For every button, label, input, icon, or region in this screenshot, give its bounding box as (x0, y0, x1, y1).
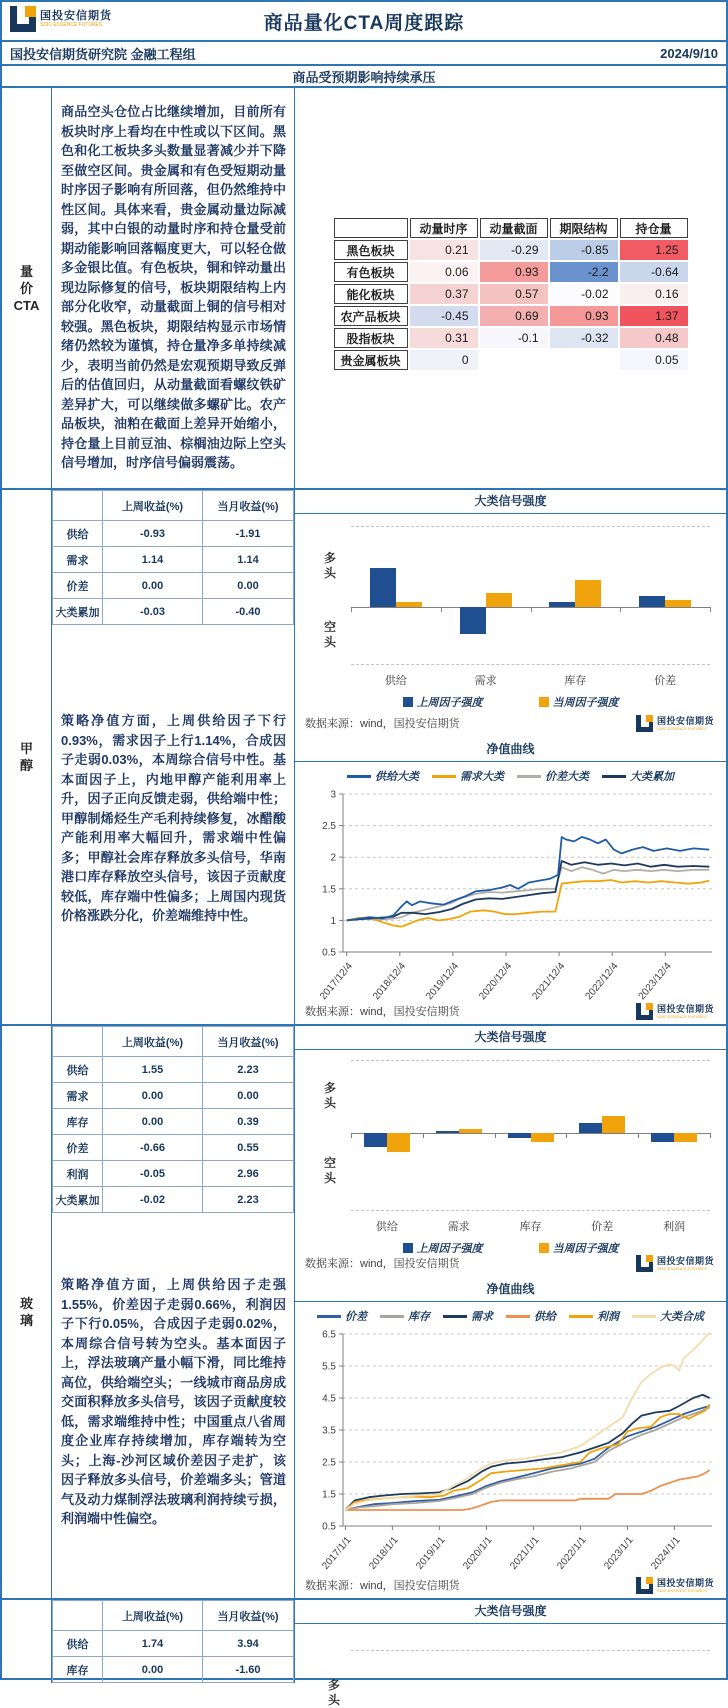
heatmap-row-label: 黑色板块 (334, 240, 408, 260)
factor-label: 需求 (53, 1083, 103, 1109)
signal-bar (674, 1133, 697, 1142)
legend-label: 大类累加 (630, 771, 674, 783)
report-subtitle-band (2, 66, 726, 88)
factor-return-value: 1.74 (103, 1631, 203, 1657)
heatmap-cell: 0.21 (410, 240, 478, 260)
heatmap-header-row (334, 218, 688, 238)
methanol-nav-chart-title: 净值曲线 (295, 738, 726, 762)
svg-text:3.5: 3.5 (322, 1425, 336, 1437)
factor-return-value: 0.00 (103, 573, 203, 599)
legend-label: 价差大类 (545, 771, 589, 783)
axis-tick (710, 607, 711, 612)
signal-bar (508, 1133, 531, 1138)
signal-bar (486, 593, 512, 608)
factor-label: 库存 (53, 1109, 103, 1135)
legend-label: 上周因子强度 (416, 697, 483, 709)
axis-tick (566, 1133, 567, 1138)
signal-bar (579, 1123, 602, 1133)
data-source-note: 数据来源：wind，国投安信期货 (305, 1258, 460, 1270)
company-logo-icon (636, 715, 653, 732)
signal-bar (370, 568, 396, 607)
factor-return-value: 3.94 (203, 1631, 294, 1657)
company-logo-name: 国投安信期货 (656, 1255, 714, 1266)
category-label: 价差 (654, 675, 677, 687)
company-logo (636, 1577, 714, 1594)
signal-bar (549, 602, 575, 608)
legend-swatch-icon (539, 697, 549, 707)
legend-label: 供给 (534, 1311, 556, 1323)
heatmap-cell (480, 350, 548, 370)
heatmap-row (334, 240, 688, 260)
data-source-note: 数据来源：wind，国投安信期货 (305, 718, 460, 730)
category-label: 价差 (591, 1221, 614, 1233)
legend-label: 上周因子强度 (416, 1243, 483, 1255)
heatmap-cell: -0.64 (620, 262, 688, 282)
legend-label: 当周因子强度 (552, 697, 619, 709)
heatmap-row (334, 350, 688, 370)
axis-tick (531, 607, 532, 612)
heatmap-cell: -0.85 (550, 240, 618, 260)
svg-text:4.5: 4.5 (322, 1393, 336, 1405)
company-logo-icon (636, 1577, 653, 1594)
short-axis-label: 空 头 (323, 620, 336, 649)
signal-bar (387, 1133, 410, 1152)
svg-text:2018/1/1: 2018/1/1 (367, 1534, 401, 1572)
long-axis-label: 多 头 (323, 1081, 336, 1110)
heatmap-column-header: 动量截面 (480, 218, 548, 238)
legend-item (380, 1308, 430, 1324)
company-logo-subname: SDIC ESSENCE FUTURES (40, 21, 103, 28)
company-logo-subname: SDIC ESSENCE FUTURES (656, 1013, 707, 1019)
company-logo (636, 1003, 714, 1020)
factor-return-value: 0.00 (103, 1083, 203, 1109)
legend-item (632, 1308, 704, 1324)
legend-line-icon (432, 775, 456, 778)
factor-label: 供给 (53, 1631, 103, 1657)
category-label: 需求 (474, 675, 497, 687)
legend-item (443, 1308, 493, 1324)
returns-table-row (53, 573, 294, 599)
factor-label: 大类累加 (53, 1187, 103, 1213)
header (2, 2, 726, 42)
factor-label: 需求 (53, 547, 103, 573)
returns-table-row (53, 1083, 294, 1109)
glass-signal-chart (295, 1050, 726, 1278)
legend-label: 利润 (597, 1311, 619, 1323)
axis-tick (441, 607, 442, 612)
company-logo (636, 715, 714, 732)
axis-tick (710, 1133, 711, 1138)
legend-label: 供给大类 (375, 771, 419, 783)
legend-line-icon (380, 1315, 404, 1318)
source-row (305, 710, 714, 736)
heatmap-cell: 0.93 (550, 306, 618, 326)
returns-table-header-row (53, 491, 294, 521)
signal-bar (459, 1129, 482, 1133)
methanol-charts-panel (295, 490, 726, 1024)
axis-tick (351, 1133, 352, 1138)
section-label-methanol: 甲 醇 (2, 490, 52, 1024)
legend-line-icon (602, 775, 626, 778)
factor-label: 价差 (53, 1135, 103, 1161)
legend-line-icon (632, 1315, 656, 1318)
category-label: 库存 (519, 1221, 542, 1233)
source-row (305, 998, 714, 1024)
heatmap-cell: 0 (410, 350, 478, 370)
legend-line-icon (347, 775, 371, 778)
svg-text:5.5: 5.5 (322, 1361, 336, 1373)
heatmap-cell: 0.69 (480, 306, 548, 326)
signal-bar (531, 1133, 554, 1142)
methanol-nav-chart (295, 762, 726, 1026)
header-subrow (2, 42, 726, 66)
legend-line-icon (506, 1315, 530, 1318)
report-title: 商品量化CTA周度跟踪 (263, 12, 465, 34)
category-labels (351, 1218, 710, 1234)
svg-text:2018/12/4: 2018/12/4 (371, 960, 409, 1003)
factor-return-value: 0.00 (203, 573, 294, 599)
svg-text:3: 3 (330, 789, 336, 801)
company-logo-name: 国投安信期货 (656, 1577, 714, 1588)
returns-table-header: 上周收益(%) (103, 491, 203, 521)
heatmap-column-header: 持仓量 (620, 218, 688, 238)
legend-item (602, 768, 674, 784)
factor-label: 供给 (53, 1057, 103, 1083)
signal-bar (651, 1133, 674, 1142)
returns-table-row (53, 1109, 294, 1135)
signal-bar (460, 607, 486, 634)
returns-table-row (53, 521, 294, 547)
returns-table-row (53, 1057, 294, 1083)
company-logo-name: 国投安信期货 (656, 715, 714, 726)
heatmap-row (334, 262, 688, 282)
axis-tick (638, 1133, 639, 1138)
legend-item (432, 768, 504, 784)
axis-tick (351, 607, 352, 612)
section-label-next (2, 1600, 52, 1683)
methanol-signal-chart-title: 大类信号强度 (295, 490, 726, 514)
factor-return-value: -0.02 (103, 1187, 203, 1213)
heatmap-cell: 0.57 (480, 284, 548, 304)
legend-label: 需求 (471, 1311, 493, 1323)
company-logo-name: 国投安信期货 (656, 1003, 714, 1014)
heatmap-cell: 1.37 (620, 306, 688, 326)
legend-item (539, 694, 619, 710)
heatmap-row-label: 能化板块 (334, 284, 408, 304)
returns-table-row (53, 599, 294, 625)
glass-charts-panel (295, 1026, 726, 1598)
svg-text:2023/12/4: 2023/12/4 (636, 960, 674, 1003)
signal-bar (639, 596, 665, 607)
signal-bar (665, 600, 691, 607)
factor-label: 大类累加 (53, 599, 103, 625)
svg-text:2.5: 2.5 (322, 1457, 336, 1469)
svg-text:2021/1/1: 2021/1/1 (508, 1534, 542, 1572)
legend-item (506, 1308, 556, 1324)
heatmap-cell: 0.06 (410, 262, 478, 282)
category-label: 需求 (447, 1221, 470, 1233)
returns-table-header: 当月收益(%) (203, 1027, 294, 1057)
heatmap-row-label: 贵金属板块 (334, 350, 408, 370)
category-label: 供给 (375, 1221, 398, 1233)
next-charts-panel (295, 1600, 726, 1707)
factor-label: 供给 (53, 521, 103, 547)
factor-return-value: 1.14 (103, 547, 203, 573)
factor-return-value: 2.96 (203, 1161, 294, 1187)
factor-return-value: 0.00 (203, 1083, 294, 1109)
returns-table-header: 上周收益(%) (103, 1601, 203, 1631)
chart-legend (295, 694, 726, 710)
returns-table-header: 当月收益(%) (203, 491, 294, 521)
legend-line-icon (443, 1315, 467, 1318)
next-left-panel (52, 1600, 295, 1683)
next-returns-table (52, 1600, 294, 1683)
svg-text:0.5: 0.5 (322, 947, 336, 959)
heatmap-column-header: 期限结构 (550, 218, 618, 238)
factor-return-value: 1.14 (203, 547, 294, 573)
category-label: 供给 (384, 675, 407, 687)
section-label-glass: 玻 璃 (2, 1026, 52, 1598)
heatmap-cell: -2.2 (550, 262, 618, 282)
glass-nav-chart (295, 1302, 726, 1600)
category-label: 利润 (663, 1221, 686, 1233)
axis-tick (620, 607, 621, 612)
svg-text:2023/1/1: 2023/1/1 (602, 1534, 636, 1572)
returns-table-row (53, 1657, 294, 1683)
next-signal-chart (295, 1624, 726, 1707)
axis-tick (423, 1133, 424, 1138)
axis-tick (495, 1133, 496, 1138)
section-cta (2, 88, 726, 490)
legend-item (317, 1308, 367, 1324)
factor-return-value: -0.93 (103, 521, 203, 547)
gridline (351, 526, 710, 527)
signal-bar (602, 1116, 625, 1133)
heatmap-cell: 0.05 (620, 350, 688, 370)
svg-text:2020/1/1: 2020/1/1 (461, 1534, 495, 1572)
returns-table-row (53, 1161, 294, 1187)
signal-bar (364, 1133, 387, 1147)
glass-nav-chart-title: 净值曲线 (295, 1278, 726, 1302)
factor-label: 库存 (53, 1657, 103, 1683)
factor-return-value: -1.60 (203, 1657, 294, 1683)
legend-item (403, 694, 483, 710)
factor-return-value: 0.55 (203, 1135, 294, 1161)
section-label-cta: 量 价 CTA (2, 88, 52, 488)
section-methanol (2, 490, 726, 1026)
org-name: 国投安信期货研究院 金融工程组 (10, 46, 196, 62)
svg-text:2: 2 (330, 852, 336, 864)
report-subtitle: 商品受预期影响持续承压 (292, 69, 436, 85)
methanol-returns-table (52, 490, 294, 625)
methanol-signal-chart (295, 514, 726, 738)
category-label: 库存 (564, 675, 587, 687)
svg-text:2017/12/4: 2017/12/4 (317, 960, 355, 1003)
company-logo-icon (636, 1255, 653, 1272)
returns-table-row (53, 1135, 294, 1161)
legend-label: 大类合成 (660, 1311, 704, 1323)
company-logo-subname: SDIC ESSENCE FUTURES (656, 1265, 707, 1271)
heatmap-cell: 0.93 (480, 262, 548, 282)
factor-return-value: -1.91 (203, 521, 294, 547)
heatmap-cell: -0.29 (480, 240, 548, 260)
gridline (351, 1210, 710, 1211)
legend-item (569, 1308, 619, 1324)
company-logo-icon (636, 1003, 653, 1020)
svg-text:2020/12/4: 2020/12/4 (477, 960, 515, 1003)
factor-return-value: -0.03 (103, 599, 203, 625)
signal-bar (436, 1131, 459, 1133)
glass-left-panel (52, 1026, 295, 1598)
returns-table-header: 当月收益(%) (203, 1601, 294, 1631)
factor-label: 价差 (53, 573, 103, 599)
factor-return-value: 1.55 (103, 1057, 203, 1083)
factor-label: 利润 (53, 1161, 103, 1187)
factor-return-value: 2.23 (203, 1187, 294, 1213)
heatmap-cell: -0.02 (550, 284, 618, 304)
signal-bar (396, 602, 422, 608)
cta-commentary: 商品空头仓位占比继续增加，目前所有板块时序上看均在中性或以下区间。黑色和化工板块多头数量显著减少并下降至做空区间。贵金属和有色受短期动量时序因子影响有所回落，但仍然维持中性区间。具体来看，贵金属动量边际减弱，其中白银的动量时序和持仓量受前期动能影响回落幅度更大，可以轻仓做多金银比值。有色板块，铜和锌动量出现边际修复的信号，板块期限结构上内部分化收窄，动量截面上铜的信号相对较强。黑色板块，期限结构显示市场情绪仍然较为谨慎，持仓量净多单持续减少，表明当前仍然是宏观预期导致反弹后的估值回归，从动量截面看螺纹铁矿差异扩大，可以继续做多螺矿比。农产品板块，油粕在截面上差异开始缩小，持仓量上目前豆油、棕榈油边际上空头信号增加，时序信号偏弱震荡。 (52, 88, 295, 488)
legend-line-icon (517, 775, 541, 778)
legend-item (347, 768, 419, 784)
svg-text:1: 1 (330, 915, 336, 927)
signal-bar (575, 580, 601, 607)
source-row (305, 1250, 714, 1276)
legend-label: 库存 (408, 1311, 430, 1323)
returns-table-header-row (53, 1027, 294, 1057)
heatmap-cell: 0.31 (410, 328, 478, 348)
factor-return-value: -0.66 (103, 1135, 203, 1161)
returns-table-row (53, 1187, 294, 1213)
heatmap-cell: -0.45 (410, 306, 478, 326)
methanol-commentary: 策略净值方面，上周供给因子下行0.93%，需求因子上行1.14%，合成因子走弱0.03%，本周综合信号中性。基本面因子上，内地甲醇产能利用率上升，因子正向反馈走弱，供给端中性；甲醇制烯烃生产毛利持续修复，冰醋酸产能利用率大幅回升，需求端中性偏多；甲醇社会库存释放多头信号，华南港口库存释放空头信号，该因子贡献度较低，库存端中性偏多；上周国内现货价格涨跌分化，价差端维持中性。 (61, 713, 286, 923)
methanol-left-panel (52, 490, 295, 1024)
data-source-note: 数据来源：wind，国投安信期货 (305, 1580, 460, 1592)
legend-label: 需求大类 (460, 771, 504, 783)
source-row (305, 1572, 714, 1598)
section-next-commodity (2, 1600, 726, 1707)
report-date: 2024/9/10 (660, 45, 718, 61)
svg-text:6.5: 6.5 (322, 1329, 336, 1341)
heatmap-cell: -0.1 (480, 328, 548, 348)
next-signal-chart-title: 大类信号强度 (295, 1600, 726, 1624)
returns-table-row (53, 1631, 294, 1657)
factor-return-value: 0.00 (103, 1109, 203, 1135)
svg-text:1.5: 1.5 (322, 884, 336, 896)
legend-line-icon (317, 1315, 341, 1318)
gridline (351, 1060, 710, 1061)
heatmap-row-label: 有色板块 (334, 262, 408, 282)
section-glass (2, 1026, 726, 1600)
heatmap-row-label: 农产品板块 (334, 306, 408, 326)
svg-text:2019/12/4: 2019/12/4 (424, 960, 462, 1003)
heatmap-cell: 0.37 (410, 284, 478, 304)
svg-text:0.5: 0.5 (322, 1521, 336, 1533)
company-logo (636, 1255, 714, 1272)
returns-table-header: 上周收益(%) (103, 1027, 203, 1057)
returns-table-row (53, 547, 294, 573)
legend-item (517, 768, 589, 784)
glass-signal-chart-title: 大类信号强度 (295, 1026, 726, 1050)
factor-return-value: 2.23 (203, 1057, 294, 1083)
gridline (351, 1650, 710, 1651)
factor-return-value: 0.00 (103, 1657, 203, 1683)
factor-return-value: -0.05 (103, 1161, 203, 1187)
heatmap-cell: 0.48 (620, 328, 688, 348)
legend-label: 当周因子强度 (552, 1243, 619, 1255)
cta-heatmap-panel (295, 88, 726, 488)
glass-returns-table (52, 1026, 294, 1213)
short-axis-label: 空 头 (323, 1156, 336, 1185)
svg-text:2022/1/1: 2022/1/1 (555, 1534, 589, 1572)
legend-swatch-icon (403, 697, 413, 707)
company-logo-subname: SDIC ESSENCE FUTURES (656, 1587, 707, 1593)
heatmap-row-label: 股指板块 (334, 328, 408, 348)
category-labels (351, 672, 710, 688)
heatmap-cell: -0.32 (550, 328, 618, 348)
heatmap-row (334, 328, 688, 348)
svg-text:1.5: 1.5 (322, 1489, 336, 1501)
factor-return-value: 0.39 (203, 1109, 294, 1135)
returns-table-header-row (53, 1601, 294, 1631)
long-axis-label: 多头 (327, 1678, 340, 1707)
heatmap-cell (550, 350, 618, 370)
gridline (351, 664, 710, 665)
factor-return-value: -0.40 (203, 599, 294, 625)
legend-label: 价差 (345, 1311, 367, 1323)
svg-text:2024/1/1: 2024/1/1 (649, 1534, 683, 1572)
long-axis-label: 多 头 (323, 551, 336, 580)
data-source-note: 数据来源：wind，国投安信期货 (305, 1006, 460, 1018)
factor-heatmap-table (332, 216, 690, 372)
company-logo-name: 国投安信期货 (40, 9, 112, 22)
heatmap-row (334, 306, 688, 326)
svg-text:2019/1/1: 2019/1/1 (414, 1534, 448, 1572)
glass-commentary: 策略净值方面，上周供给因子走强1.55%，价差因子走弱0.66%，利润因子下行0.05%，合成因子走弱0.02%，本周综合信号转为空头。基本面因子上，浮法玻璃产量小幅下滑，同比维持高位，供给端空头；一线城市商品房成交面积释放多头信号，该因子贡献度较低，需求端维持中性；中国重点八省周度企业库存持续增加，库存端转为空头；上海-沙河区域价差因子走扩，该因子释放多头信号，价差端多头；管道气及动力煤制浮法玻璃利润持续亏损，利润端中性偏空。 (61, 1277, 286, 1526)
company-logo-subname: SDIC ESSENCE FUTURES (656, 725, 707, 731)
chart-legend (295, 762, 726, 786)
svg-text:2.5: 2.5 (322, 821, 336, 833)
heatmap-column-header: 动量时序 (410, 218, 478, 238)
svg-text:2021/12/4: 2021/12/4 (530, 960, 568, 1003)
svg-text:2022/12/4: 2022/12/4 (583, 960, 621, 1003)
chart-legend (295, 1302, 726, 1326)
svg-text:2017/1/1: 2017/1/1 (320, 1534, 354, 1572)
heatmap-cell: 1.25 (620, 240, 688, 260)
heatmap-cell: 0.16 (620, 284, 688, 304)
legend-line-icon (569, 1315, 593, 1318)
heatmap-row (334, 284, 688, 304)
